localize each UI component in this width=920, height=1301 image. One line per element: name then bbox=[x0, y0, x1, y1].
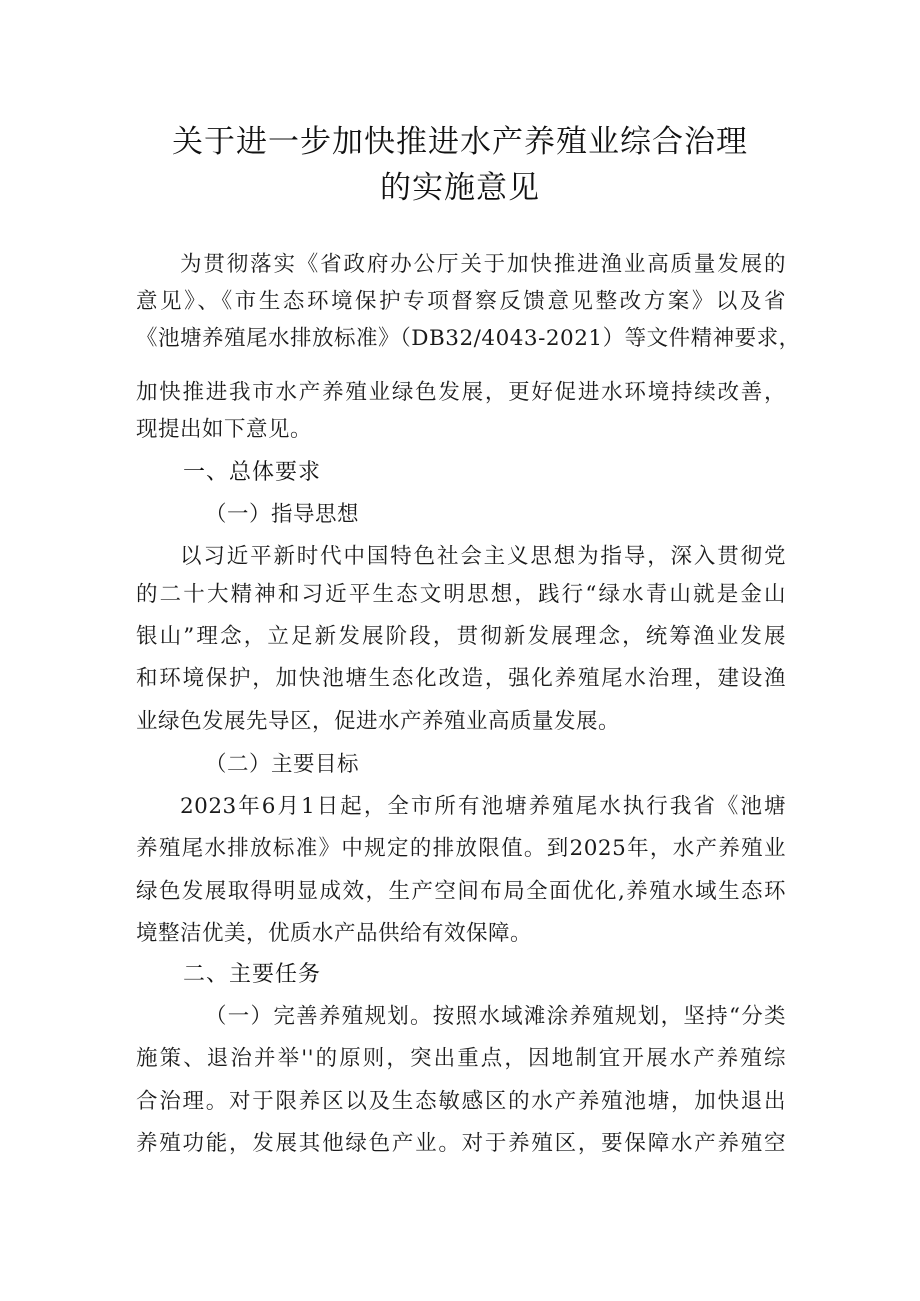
tasks-line-3: 合治理。对于限养区以及生态敏感区的水产养殖池塘，加快退出 bbox=[136, 1089, 786, 1114]
guiding-line-3: 银山”理念，立足新发展阶段，贯彻新发展理念，统筹渔业发展 bbox=[136, 624, 786, 649]
targets-line-3: 绿色发展取得明显成效，生产空间布局全面优化,养殖水域生态环 bbox=[136, 879, 786, 904]
section-heading-main-tasks: 二、主要任务 bbox=[183, 962, 322, 987]
section-heading-overall-requirements: 一、总体要求 bbox=[183, 460, 322, 485]
intro-line-1: 为贯彻落实《省政府办公厅关于加快推进渔业高质量发展的 bbox=[180, 252, 786, 277]
intro-line-4: 加快推进我市水产养殖业绿色发展，更好促进水环境持续改善， bbox=[136, 380, 786, 405]
intro-line-5: 现提出如下意见。 bbox=[136, 417, 313, 442]
tasks-line-1: （一）完善养殖规划。按照水域滩涂养殖规划，坚持“分类 bbox=[205, 1004, 786, 1029]
subsection-heading-main-targets: （二）主要目标 bbox=[205, 752, 360, 777]
tasks-line-4: 养殖功能，发展其他绿色产业。对于养殖区，要保障水产养殖空 bbox=[136, 1131, 786, 1156]
guiding-line-5: 业绿色发展先导区，促进水产养殖业高质量发展。 bbox=[136, 709, 621, 734]
targets-line-4: 境整洁优美，优质水产品供给有效保障。 bbox=[136, 921, 533, 946]
intro-line-3: 《池塘养殖尾水排放标准》（DB32/4043-2021）等文件精神要求， bbox=[136, 326, 801, 351]
guiding-line-4: 和环境保护，加快池塘生态化改造，强化养殖尾水治理，建设渔 bbox=[136, 666, 786, 691]
intro-line-2: 意见》、《市生态环境保护专项督察反馈意见整改方案》以及省 bbox=[136, 289, 786, 314]
tasks-line-2: 施策、退治并举''的原则，突出重点，因地制宜开展水产养殖综 bbox=[136, 1046, 786, 1071]
targets-line-2: 养殖尾水排放标准》中规定的排放限值。到2025年，水产养殖业 bbox=[136, 836, 786, 861]
guiding-line-2: 的二十大精神和习近平生态文明思想，践行“绿水青山就是金山 bbox=[136, 582, 786, 607]
subsection-heading-guiding-ideology: （一）指导思想 bbox=[205, 502, 360, 527]
document-title-line-1: 关于进一步加快推进水产养殖业综合治理 bbox=[172, 124, 748, 160]
guiding-line-1: 以习近平新时代中国特色社会主义思想为指导，深入贯彻党 bbox=[180, 544, 786, 569]
targets-line-1: 2023年6月1日起，全市所有池塘养殖尾水执行我省《池塘 bbox=[180, 794, 786, 819]
document-title-line-2: 的实施意见 bbox=[380, 170, 540, 206]
